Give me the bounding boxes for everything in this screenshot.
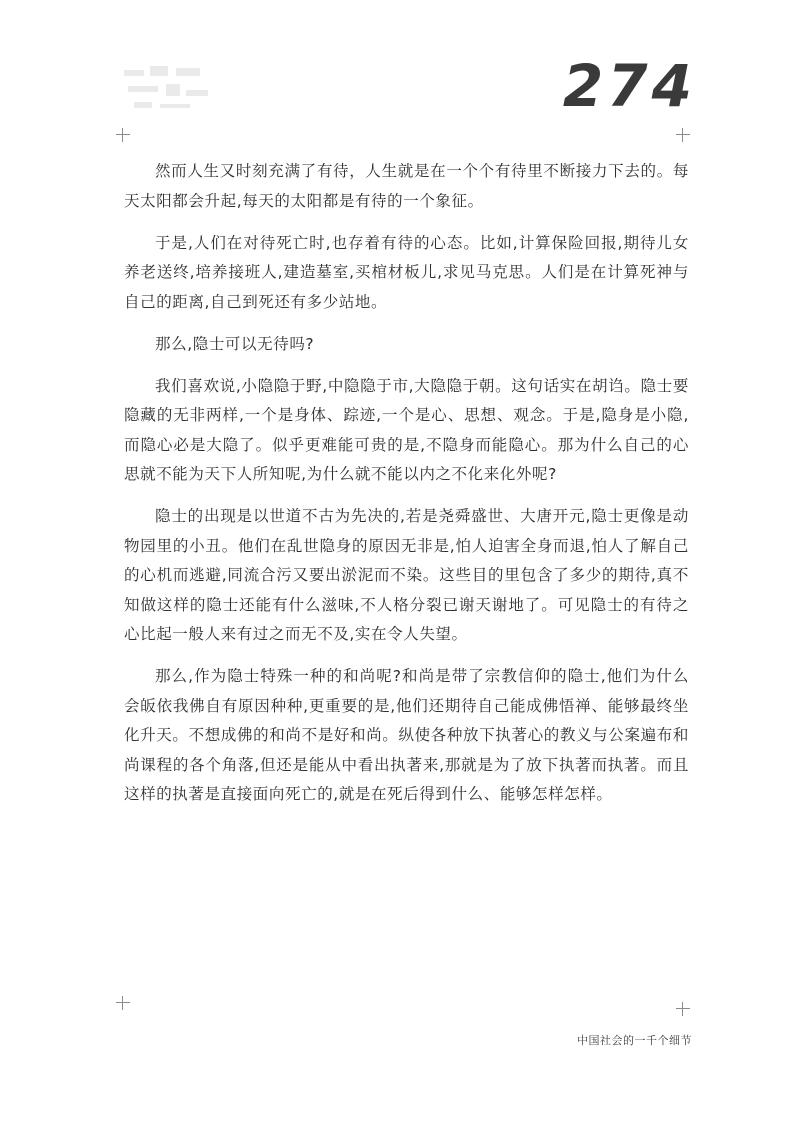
faint-header-mark: [120, 64, 212, 114]
paragraph: 我们喜欢说,小隐隐于野,中隐隐于市,大隐隐于朝。这句话实在胡诌。隐士要隐藏的无非两样,一个是身体、踪迹,一个是心、思想、观念。于是,隐身是小隐,而隐心必是大隐了。似乎更难能可贵的是,不隐身而能隐心。那为什么自己的心思就不能为天下人所知呢,为什么就不能以内之不化来化外呢?: [124, 376, 689, 483]
paragraph: 那么,作为隐士特殊一种的和尚呢?和尚是带了宗教信仰的隐士,他们为什么会皈依我佛自有原因种种,更重要的是,他们还期待自己能成佛悟禅、能够最终坐化升天。不想成佛的和尚不是好和尚。纵使各种放下执著心的教义与公案遍布和尚课程的各个角落,但还是能从中看出执著来,那就是为了放下执著而执著。而且这样的执著是直接面向死亡的,就是在死后得到什么、能够怎样怎样。: [124, 667, 689, 803]
paragraph: 于是,人们在对待死亡时,也存着有待的心态。比如,计算保险回报,期待儿女养老送终,培养接班人,建造墓室,买棺材板儿,求见马克思。人们是在计算死神与自己的距离,自己到死还有多少站地。: [124, 233, 689, 311]
body-text: [124, 157, 689, 822]
paragraph: 然而人生又时刻充满了有待，人生就是在一个个有待里不断接力下去的。每天太阳都会升起,每天的太阳都是有待的一个象征。: [124, 162, 689, 210]
crop-mark-bottom-left: [116, 996, 130, 1010]
crop-mark-bottom-right: [676, 1002, 690, 1016]
crop-mark-top-right: [676, 128, 690, 142]
page-number: 274: [562, 52, 696, 120]
running-footer-book-title: 中国社会的一千个细节: [577, 1034, 692, 1047]
paragraph: 隐士的出现是以世道不古为先决的,若是尧舜盛世、大唐开元,隐士更像是动物园里的小丑。他们在乱世隐身的原因无非是,怕人迫害全身而退,怕人了解自己的心机而逃避,同流合污又要出淤泥而不染。这些目的里包含了多少的期待,真不知做这样的隐士还能有什么滋味,不人格分裂已谢天谢地了。可见隐士的有待之心比起一般人来有过之而无不及,实在令人失望。: [124, 507, 689, 643]
paragraph: 那么,隐士可以无待吗?: [155, 334, 315, 353]
crop-mark-top-left: [116, 128, 130, 142]
